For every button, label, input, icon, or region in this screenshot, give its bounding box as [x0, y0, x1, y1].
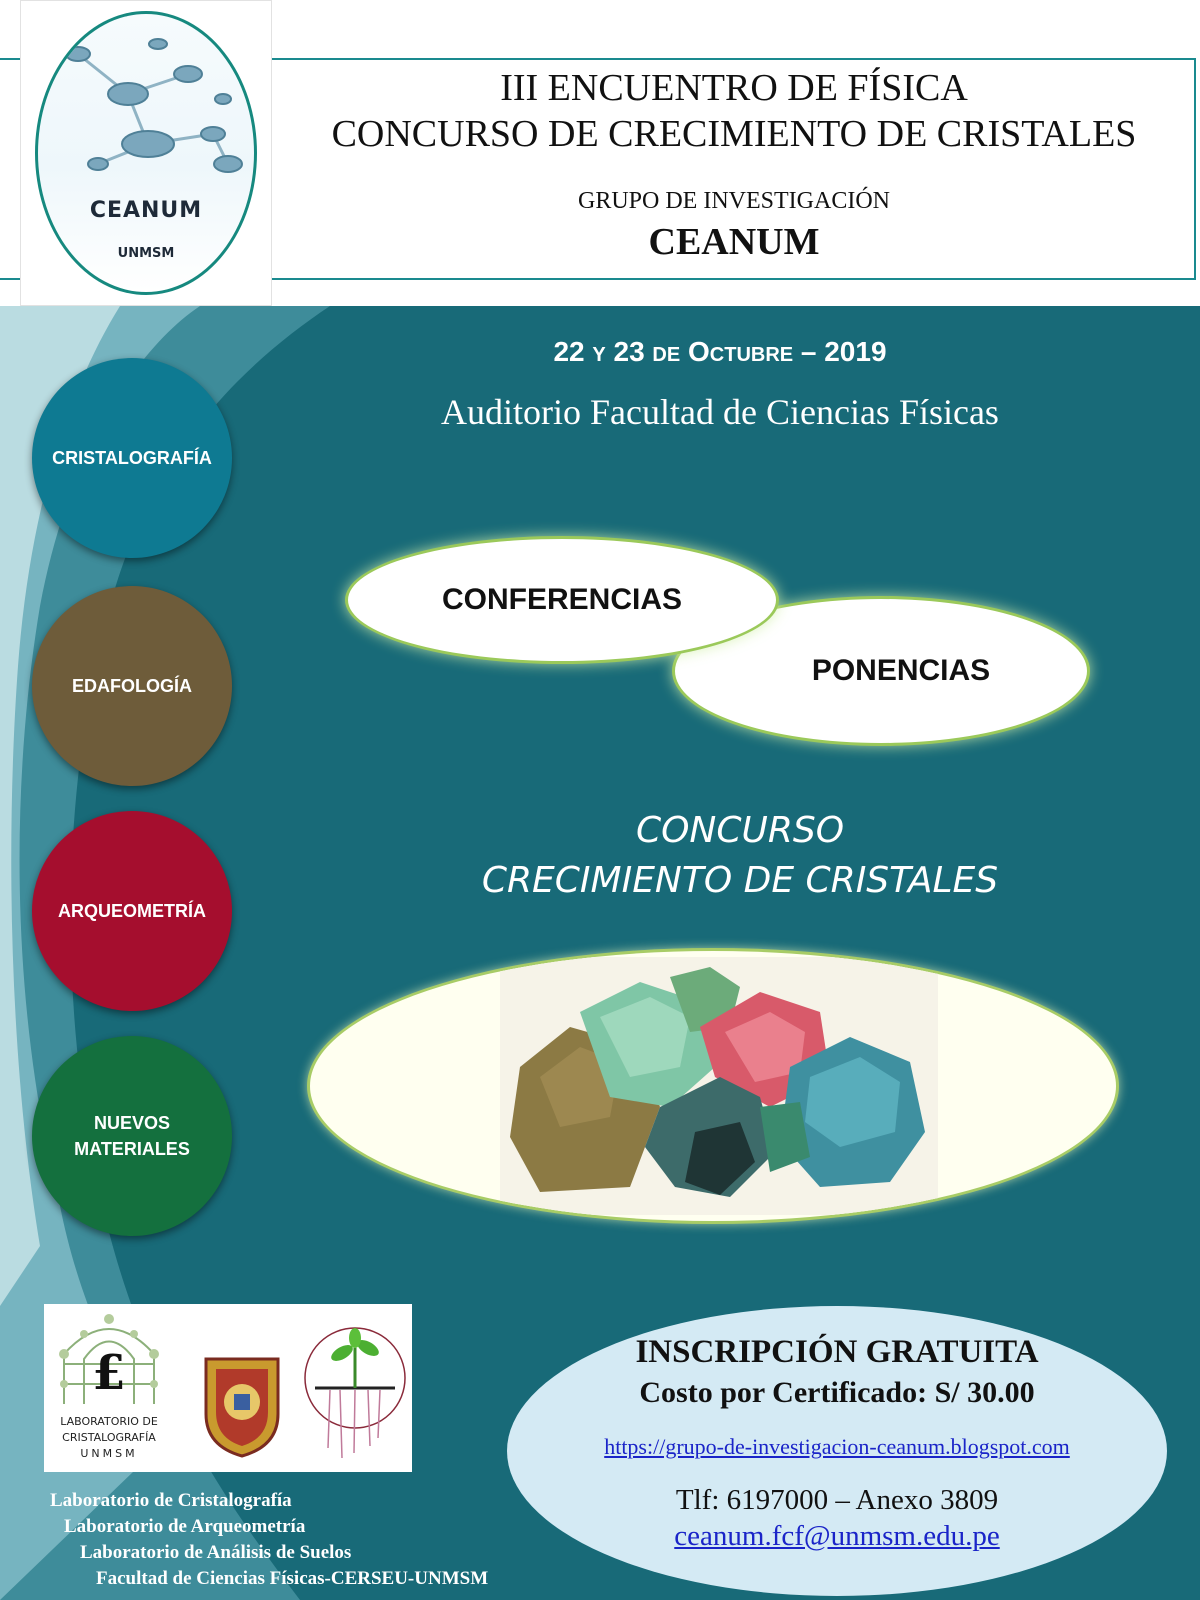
event-date: 22 y 23 de Octubre – 2019 [553, 336, 887, 367]
lab-line: Laboratorio de Arqueometría [64, 1516, 306, 1537]
logo-name: CEANUM [89, 198, 203, 223]
conferences-oval [345, 536, 779, 664]
topic-circle-nuevos-materiales [32, 1036, 232, 1236]
event-venue: Auditorio Facultad de Ciencias Físicas [441, 392, 999, 432]
group-name: CEANUM [648, 221, 820, 263]
talks-label: PONENCIAS [811, 654, 991, 687]
crystallography-lab-logo [44, 1304, 174, 1472]
phone-number: Tlf: 6197000 – Anexo 3809 [675, 1484, 999, 1516]
registration-oval [507, 1306, 1167, 1596]
lab-line: Laboratorio de Análisis de Suelos [80, 1542, 352, 1563]
unmsm-seal-icon [196, 1354, 288, 1458]
svg-text:£: £ [92, 1345, 126, 1401]
registration-title: INSCRIPCIÓN GRATUITA [635, 1334, 1039, 1370]
logo-subtitle: UNMSM [117, 246, 175, 261]
sponsor-logos [44, 1304, 412, 1472]
organizing-labs [50, 1488, 488, 1592]
blog-link[interactable]: https://grupo-de-investigacion-ceanum.blogspot.com [604, 1434, 1070, 1459]
lab-line: Laboratorio de Cristalografía [50, 1490, 292, 1511]
topic-circle-edafologia [32, 586, 232, 786]
lab-logo-text [44, 1414, 174, 1462]
topic-label: NUEVOS MATERIALES [74, 1113, 190, 1159]
topic-label: ARQUEOMETRÍA [58, 901, 206, 921]
event-title-line2: CONCURSO DE CRECIMIENTO DE CRISTALES [331, 113, 1137, 155]
contest-title [380, 806, 1100, 906]
main-panel [0, 306, 1200, 1600]
lab-logo-line2: CRISTALOGRAFÍA [62, 1431, 156, 1444]
header [0, 0, 1200, 306]
conferences-label: CONFERENCIAS [441, 583, 682, 616]
crystal-structure-icon [44, 1304, 174, 1414]
ceanum-logo-oval [35, 11, 257, 295]
lab-line: Facultad de Ciencias Físicas-CERSEU-UNMSM [96, 1568, 489, 1589]
contest-line1: CONCURSO [635, 810, 845, 851]
email-link[interactable]: ceanum.fcf@unmsm.edu.pe [674, 1520, 1000, 1552]
contest-line2: CRECIMIENTO DE CRISTALES [481, 860, 999, 901]
topic-circle-cristalografia [32, 358, 232, 558]
event-title-line1: III ENCUENTRO DE FÍSICA [500, 67, 968, 109]
group-label: GRUPO DE INVESTIGACIÓN [578, 188, 890, 214]
lab-logo-line1: LABORATORIO DE [60, 1415, 158, 1428]
certificate-cost: Costo por Certificado: S/ 30.00 [639, 1376, 1035, 1409]
lab-logo-line3: UNMSM [80, 1447, 138, 1460]
crystal-image-oval [307, 948, 1119, 1224]
ceanum-logo [20, 0, 272, 306]
topic-label: CRISTALOGRAFÍA [52, 448, 212, 468]
topic-label: EDAFOLOGÍA [72, 676, 192, 696]
soil-lab-logo-icon [300, 1308, 410, 1468]
topic-circle-arqueometria [32, 811, 232, 1011]
crystals-image [500, 957, 938, 1215]
